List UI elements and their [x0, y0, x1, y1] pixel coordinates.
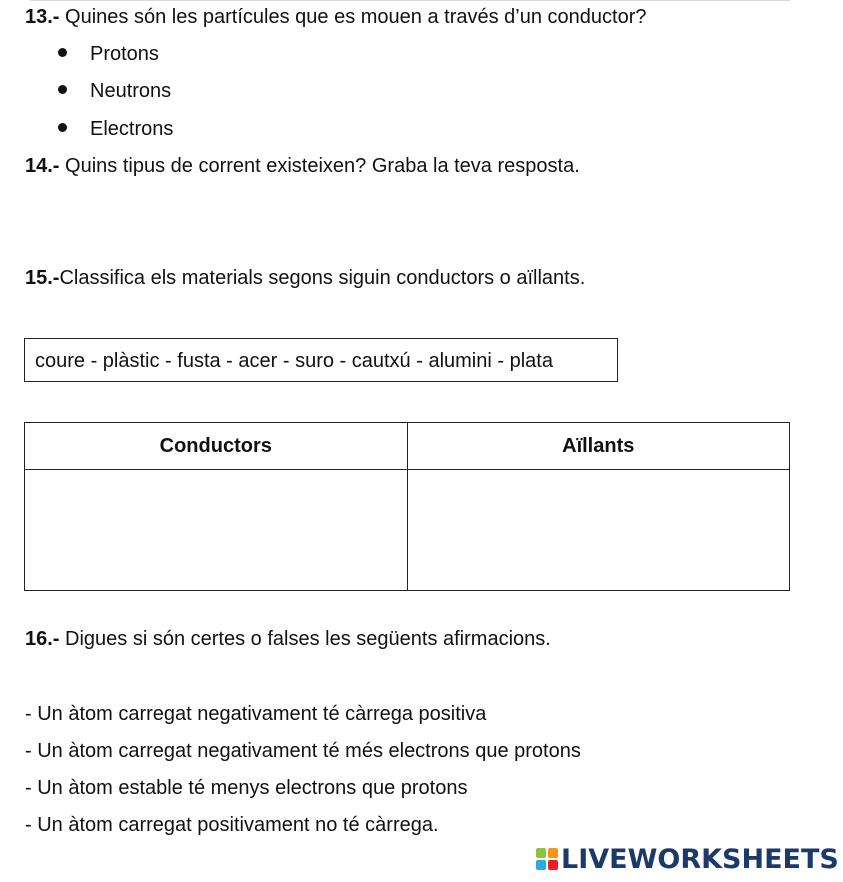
question-16-text: Digues si són certes o falses les següents afirmacions. — [65, 628, 551, 650]
header-insulators: Aïllants — [407, 423, 790, 470]
bullet-icon — [58, 123, 67, 132]
question-15 — [25, 266, 585, 290]
question-13 — [25, 5, 647, 29]
bullet-icon — [58, 85, 67, 94]
statement-4[interactable]: - Un àtom carregat positivament no té càrrega. — [25, 814, 439, 836]
bullet-icon — [58, 48, 67, 57]
question-15-text: Classifica els materials segons siguin conductors o aïllants. — [59, 267, 586, 289]
question-15-number: 15.- — [25, 267, 60, 289]
question-14-number: 14.- — [25, 155, 60, 177]
logo-square-red — [548, 860, 558, 870]
logo-square-blue — [536, 860, 546, 870]
question-14-text: Quins tipus de corrent existeixen? Graba la teva resposta. — [65, 155, 580, 177]
option-label: Neutrons — [90, 80, 172, 102]
logo-mark-icon — [536, 848, 558, 870]
logo-text: LIVEWORKSHEETS — [561, 843, 839, 875]
classification-table — [24, 422, 790, 591]
liveworksheets-logo — [536, 844, 839, 874]
statement-1[interactable]: - Un àtom carregat negativament té càrrega positiva — [25, 703, 487, 725]
statement-2[interactable]: - Un àtom carregat negativament té més electrons que protons — [25, 740, 581, 762]
option-label: Electrons — [90, 118, 174, 140]
option-electrons[interactable] — [58, 117, 173, 141]
word-bank: coure - plàstic - fusta - acer - suro - cautxú - alumini - plata — [24, 338, 618, 382]
question-13-text: Quines són les partícules que es mouen a través d’un conductor? — [65, 6, 647, 28]
statement-3[interactable]: - Un àtom estable té menys electrons que protons — [25, 777, 468, 799]
top-divider — [30, 0, 790, 1]
logo-square-orange — [548, 848, 558, 858]
table-row — [25, 470, 790, 591]
table-header-row — [25, 423, 790, 470]
question-16 — [25, 627, 551, 651]
question-14 — [25, 154, 580, 178]
question-13-number: 13.- — [25, 6, 60, 28]
logo-square-green — [536, 848, 546, 858]
option-label: Protons — [90, 43, 159, 65]
conductors-drop-zone[interactable] — [25, 470, 408, 591]
question-16-number: 16.- — [25, 628, 60, 650]
insulators-drop-zone[interactable] — [407, 470, 790, 591]
option-neutrons[interactable] — [58, 79, 171, 103]
option-protons[interactable] — [58, 42, 159, 66]
header-conductors: Conductors — [25, 423, 408, 470]
